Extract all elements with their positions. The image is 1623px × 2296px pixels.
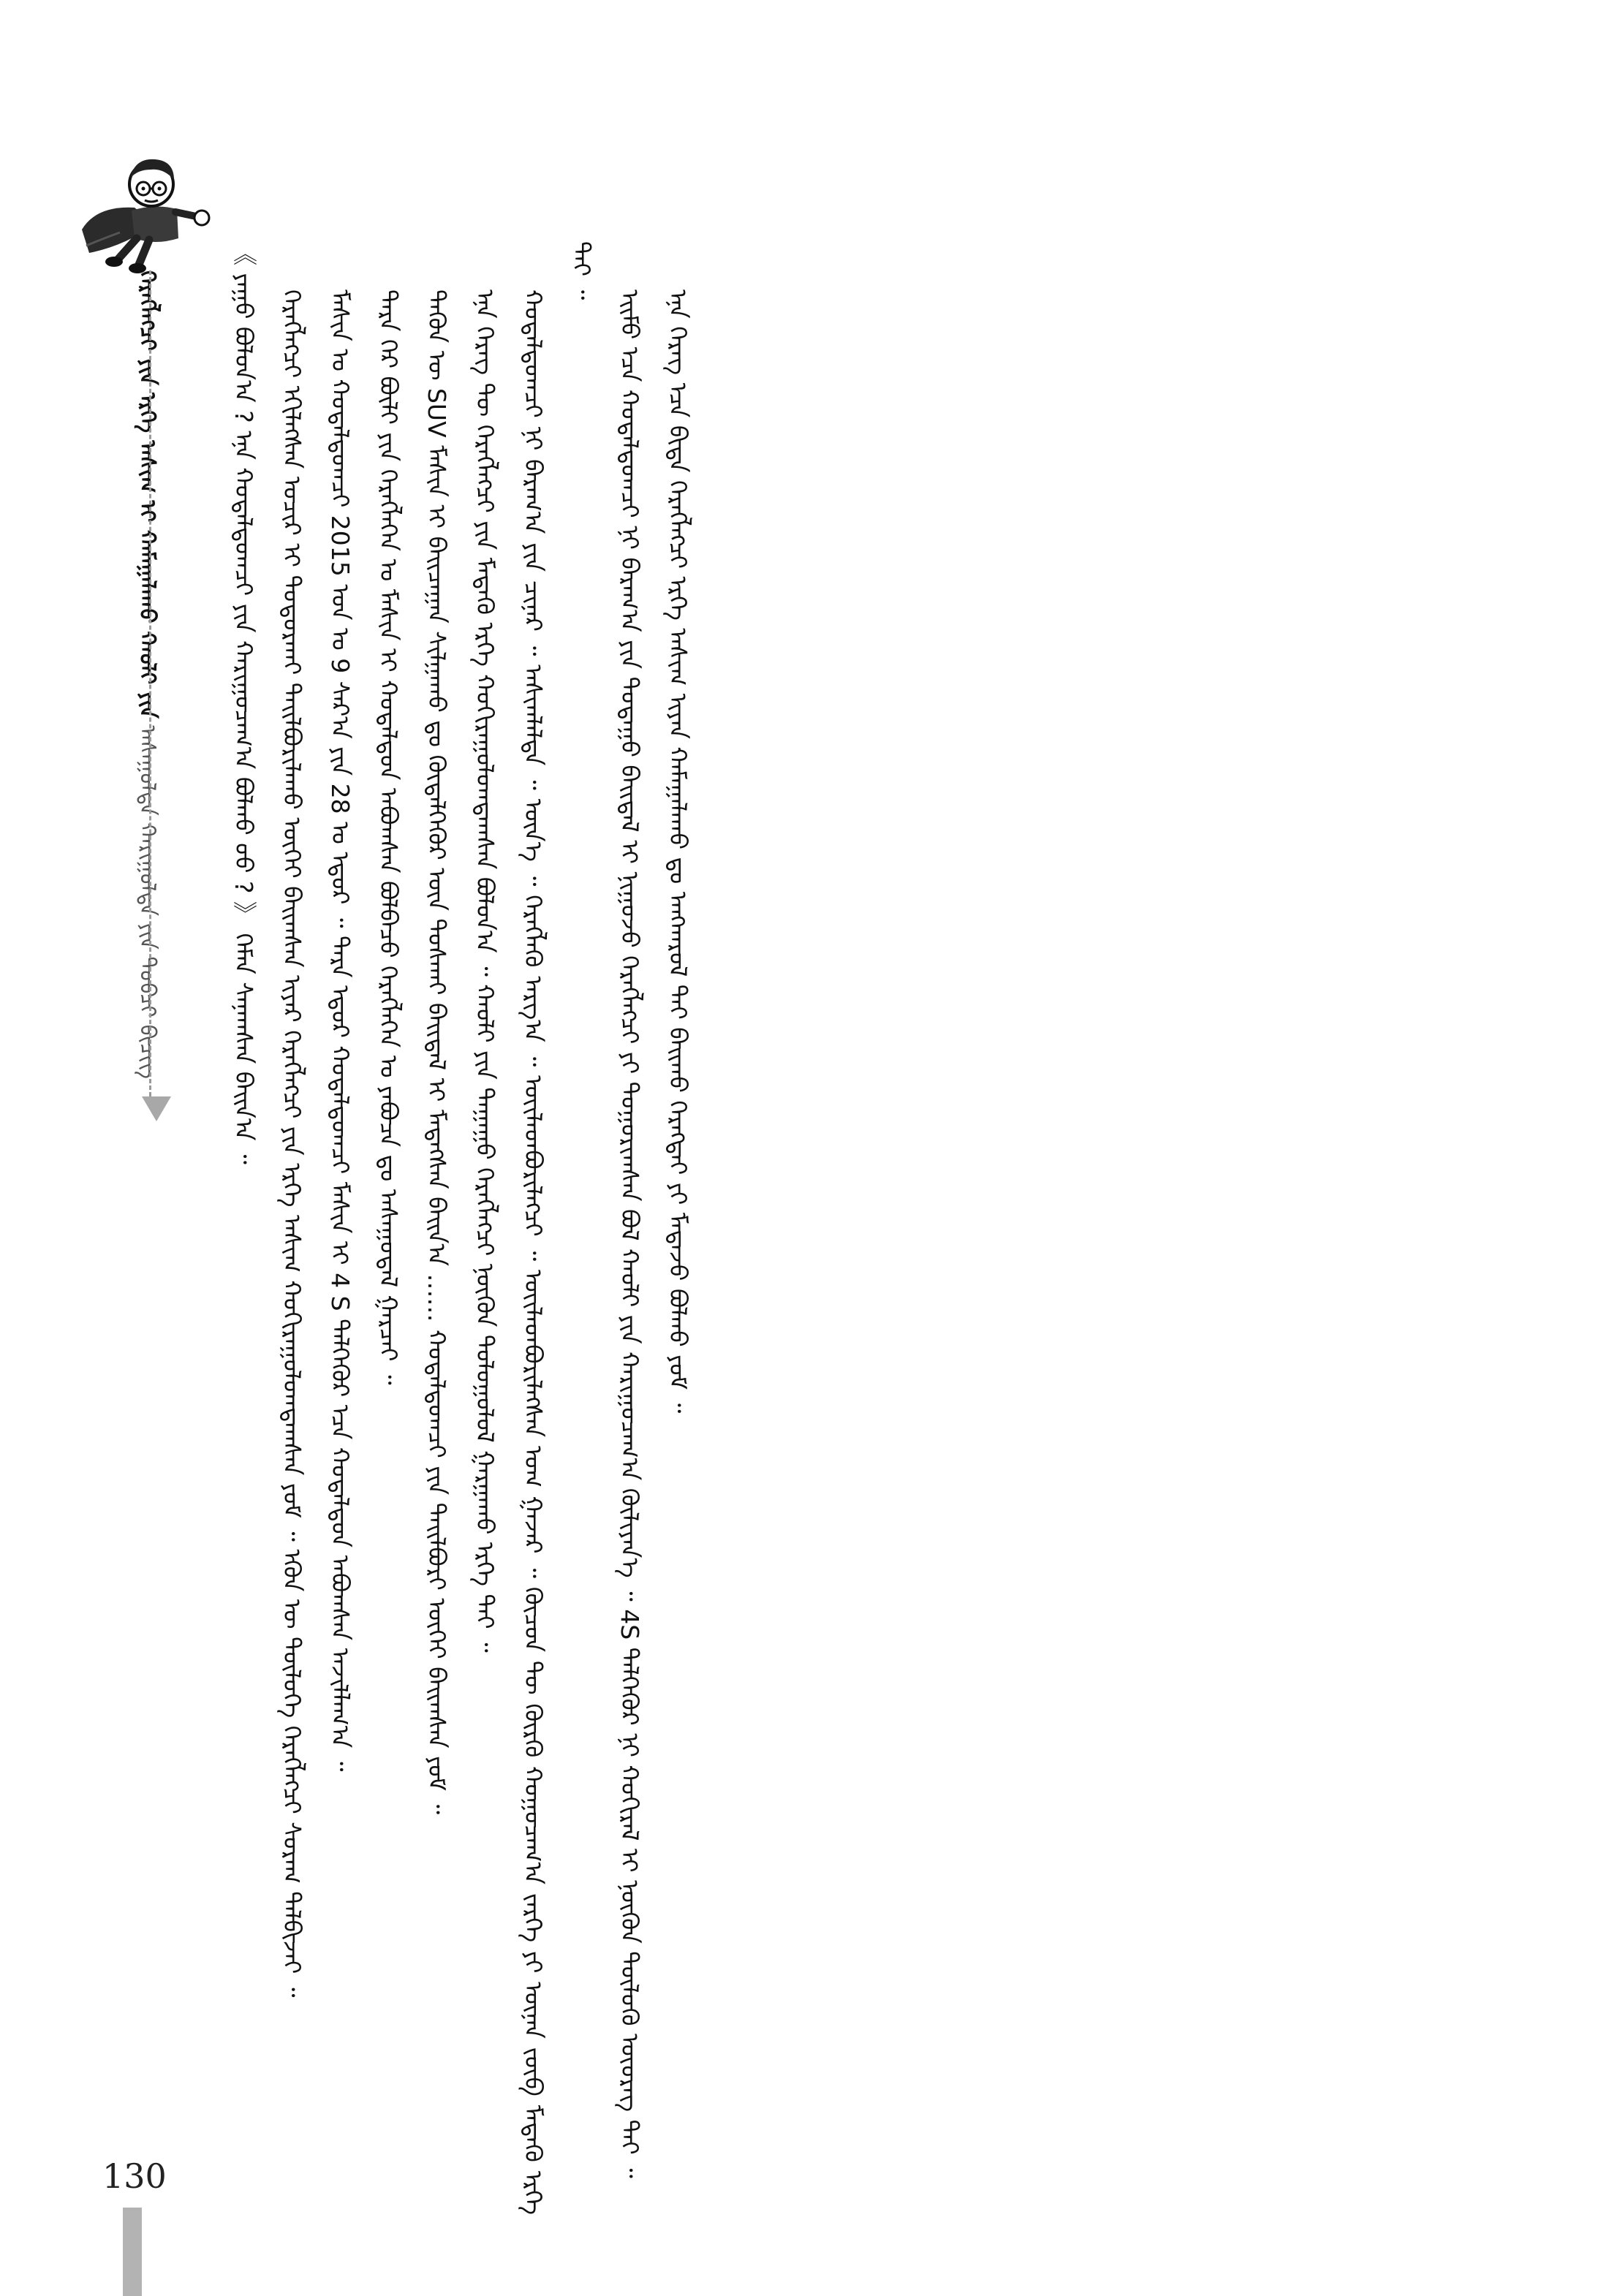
body-text [219,241,1316,2215]
flying-boy-mascot-icon [67,136,228,275]
header-divider [149,270,151,1096]
paragraph: ᠮᠠᠰᠢᠨ ᠤ ᠬᠣᠳᠠᠯᠳᠤᠭᠴᠢ 2015 ᠣᠨ ᠤ 9 ᠰᠠᠷ᠎ᠠ ᠶᠢᠨ 28 ᠤ ᠡᠳᠦᠷ ᠃ ᠲᠡᠷᠡ ᠡᠳᠦᠷ ᠬᠣᠳᠠᠯᠳᠤᠭᠴᠢ ᠮᠠᠰᠢᠨ ᠢ 4 S ᠳᠡᠯᠭᠡᠭᠦᠷ ᠡᠴᠡ ᠬᠤᠳᠠᠯᠳᠤᠨ ᠠᠪᠤᠭᠰᠠᠨ ᠠᠵᠢᠯᠯᠠᠭ᠎ᠠ ᠃ [326,289,355,1772]
paragraph: ᠡᠨᠡ ᠬᠡᠷᠡᠭ ᠡᠴᠡ ᠪᠢᠳᠡ ᠬᠡᠷᠡᠭᠯᠡᠭᠴᠢ ᠡᠷᠬᠡ ᠠᠰᠢᠭ ᠢᠶᠠᠨ ᠬᠠᠮᠠᠭᠠᠯᠠᠬᠤ ᠳᠤ ᠠᠩᠬᠠᠷᠤᠯ ᠲᠠᠢ ᠪᠠᠢᠬᠤ ᠬᠡᠷᠡᠭᠲᠡᠢ ᠶᠢ ᠮᠡᠳᠡᠵᠦ ᠪᠣᠯᠬᠤ ᠶᠤᠮ ᠃ [664,289,692,1414]
paragraph: ᠬᠤᠳᠠᠯᠳᠤᠭᠴᠢ ᠨᠢ ᠪᠠᠷᠠᠭ᠎ᠠ ᠶᠢᠨ ᠴᠢᠨᠠᠷ ᠃ ᠠᠰᠢᠭᠯᠠᠯᠲᠠ ᠃ ᠦᠨ᠎ᠡ ᠃ ᠬᠡᠷᠡᠭᠯᠡᠬᠦ ᠠᠷᠭ᠎ᠠ ᠃ ᠦᠢᠯᠡᠳᠪᠦᠷᠢᠯᠡᠭᠴᠢ ᠃ ᠦᠢᠯᠡᠳᠪᠦᠷᠢᠯᠡᠭᠰᠡᠨ ᠤᠭ ᠭᠠᠵᠠᠷ ᠃ ᠬᠦᠴᠦᠨ ᠲᠦ ᠬᠦᠷᠬᠦ ᠬᠤᠭᠤᠴᠠᠭ᠎ᠠ ᠵᠡᠷᠭᠡ ᠶᠢ ᠦᠨᠡᠨ ᠵᠥᠪ ᠮᠡᠳᠡᠬᠦ ᠡᠷᠬᠡ ᠲᠠᠢ ᠃ [519,241,596,2215]
running-header-subtitle: ᠠᠰᠠᠭᠤᠯᠲᠠ ᠬᠠᠷᠢᠭᠤᠯᠲᠠ ᠶᠢᠨ ᠲᠣᠪᠴᠢ ᠪᠢᠴᠢᠭ [135,725,160,1079]
margin-tab-bar [123,2208,142,2296]
triangle-marker-icon [142,1096,171,1121]
paragraph: ᠡᠨᠡ ᠬᠡᠷᠡᠭ ᠲᠦ ᠬᠡᠷᠡᠭᠯᠡᠭᠴᠢ ᠶᠢᠨ ᠮᠡᠳᠡᠬᠦ ᠡᠷᠬᠡ ᠬᠣᠬᠢᠷᠠᠭᠤᠯᠤᠭᠳᠠᠭᠰᠠᠨ ᠪᠣᠯᠤᠨ᠎ᠠ ᠃ ᠬᠠᠤᠯᠢ ᠶᠢᠨ ᠳᠠᠭᠠᠭᠤ ᠬᠡᠷᠡᠭᠯᠡᠭᠴᠢ ᠨᠥᠬᠥᠨ ᠲᠣᠯᠤᠭᠤᠯᠤᠯ ᠭᠠᠷᠭᠠᠬᠤ ᠡᠷᠬᠡ ᠲᠠᠢ ᠃ [471,289,499,1653]
page-number: 130 [102,2156,167,2196]
paragraph: ᠬᠡᠷᠡᠭᠯᠡᠭᠴᠢ ᠡᠬᠢᠯᠡᠭᠰᠡᠨ ᠤᠴᠢᠷ ᠢ ᠲᠣᠳᠤᠷᠬᠠᠢ ᠲᠠᠢᠯᠪᠤᠷᠢᠯᠠᠬᠤ ᠦᠭᠡᠢ ᠪᠠᠢᠭᠰᠠᠨ ᠢᠶᠠᠷ ᠬᠡᠷᠡᠭᠯᠡᠭᠴᠢ ᠶᠢᠨ ᠡᠷᠬᠡ ᠠᠰᠢᠭ ᠬᠣᠬᠢᠷᠠᠭᠤᠯᠤᠭᠳᠠᠭᠰᠠᠨ ᠶᠤᠮ ᠃ ᠡᠭᠦᠨ ᠦ ᠲᠥᠯᠦᠭᠡ ᠬᠡᠷᠡᠭᠯᠡᠭᠴᠢ ᠰᠤᠷᠠᠭ ᠲᠠᠯᠪᠢᠵᠠᠢ ᠃ [278,289,306,1998]
running-header [132,270,162,1118]
paragraph: 《 ᠶᠠᠭᠤ ᠪᠣᠯᠤᠨ᠎ᠠ ? ᠡᠨᠡ ᠬᠣᠳᠠᠯᠳᠤᠭᠴᠢ ᠶᠢᠨ ᠬᠠᠷᠢᠭᠤᠴᠠᠭ᠎ᠠ ᠪᠣᠯᠬᠤ ᠤᠤ ? 》 ᠬᠡᠮᠡᠨ ᠰᠠᠨᠠᠭᠰᠠᠨ ᠪᠠᠢᠨ᠎ᠠ ᠃ [230,241,258,1164]
paragraph: ᠡᠢᠮᠦ ᠡᠴᠡ ᠬᠣᠳᠠᠯᠳᠤᠭᠴᠢ ᠨᠢ ᠪᠠᠷᠠᠭ᠎ᠠ ᠶᠢᠨ ᠳᠤᠳᠠᠭᠤ ᠪᠠᠢᠳᠠᠯ ᠢ ᠨᠢᠭᠤᠵᠤ ᠬᠡᠷᠡᠭᠯᠡᠭᠴᠢ ᠶᠢ ᠲᠣᠭᠣᠷᠢᠭᠰᠠᠨ ᠪᠣᠯ ᠬᠠᠤᠯᠢ ᠶᠢᠨ ᠬᠠᠷᠢᠭᠤᠴᠠᠭ᠎ᠠ ᠬᠦᠯᠢᠶᠡᠨ᠎ᠡ ᠃ 4S ᠳᠡᠯᠭᠡᠭᠦᠷ ᠨᠢ ᠬᠣᠬᠢᠷᠠᠯ ᠢ ᠨᠥᠬᠥᠨ ᠲᠥᠯᠥᠬᠦ ᠦᠦᠷᠡᠭ ᠲᠡᠢ ᠃ [616,289,644,2178]
paragraph: ᠲᠡᠷᠡ ᠭᠡᠷ ᠪᠦᠯᠢ ᠶᠢᠨ ᠬᠡᠷᠡᠭᠯᠡᠭᠡᠨ ᠤ ᠮᠠᠰᠢᠨ ᠢ ᠬᠤᠳᠠᠯᠳᠤᠨ ᠠᠪᠤᠭᠰᠠᠨ ᠪᠣᠯᠪᠠᠴᠤ ᠬᠡᠷᠡᠭᠯᠡᠭᠡᠨ ᠤ ᠶᠠᠪᠤᠴᠠ ᠳᠤ ᠠᠰᠠᠭᠤᠳᠠᠯ ᠭᠠᠷᠴᠠᠢ ᠃ [374,289,403,1385]
paragraph: ᠲᠡᠭᠦᠨ ᠦ SUV ᠮᠠᠰᠢᠨ ᠢ ᠪᠠᠢᠴᠠᠭᠠᠨ ᠰᠢᠯᠭᠠᠬᠤ ᠳᠤ ᠬᠥᠳᠡᠯᠭᠡᠭᠦᠷ ᠦᠨ ᠲᠤᠰᠬᠠᠢ ᠪᠠᠢᠳᠠᠯ ᠢ ᠮᠡᠳᠡᠭᠰᠡᠨ ᠪᠠᠢᠨ᠎ᠠ …… ᠬᠣᠳᠠᠯᠳᠤᠭᠴᠢ ᠶᠢᠨ ᠲᠠᠢᠯᠪᠤᠷᠢ ᠦᠭᠡᠢ ᠪᠠᠢᠭᠰᠠᠨ ᠶᠤᠮ ᠃ [423,289,451,1815]
running-header-title: ᠬᠡᠷᠡᠭᠯᠡᠭᠴᠢ ᠶᠢᠨ ᠡᠷᠬᠡ ᠠᠰᠢᠭ ᠢ ᠬᠠᠮᠠᠭᠠᠯᠠᠬᠤ ᠬᠠᠤᠯᠢ ᠶᠢᠨ [135,270,160,719]
